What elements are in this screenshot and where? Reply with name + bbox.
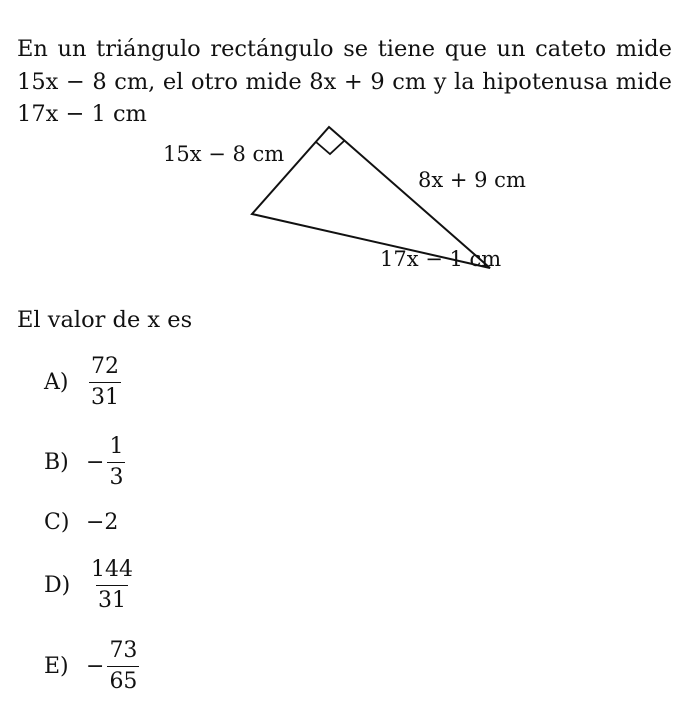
problem-line-3: 17x − 1 cm: [17, 101, 147, 127]
leg1-label: 15x − 8 cm: [163, 142, 285, 166]
option-b[interactable]: [44, 436, 125, 489]
option-c[interactable]: [44, 510, 118, 535]
option-e[interactable]: [44, 640, 139, 693]
option-e-denominator: 65: [107, 666, 139, 693]
right-angle-mark: [316, 141, 344, 154]
option-a[interactable]: [44, 356, 121, 409]
option-d-label: D): [44, 573, 71, 598]
option-c-label: C): [44, 510, 70, 535]
option-e-label: E): [44, 654, 69, 679]
option-b-numerator: 1: [109, 434, 124, 459]
option-e-sign: −: [86, 654, 105, 679]
option-b-sign: −: [86, 450, 105, 475]
leg2-label: 8x + 9 cm: [418, 168, 526, 192]
option-b-denominator: 3: [107, 462, 125, 489]
problem-line-1: En un triángulo rectángulo se tiene que un cateto mide: [17, 36, 672, 62]
option-d-denominator: 31: [96, 585, 128, 612]
option-d-fraction: [89, 559, 135, 612]
question-text: El valor de x es: [17, 307, 193, 333]
option-d-numerator: 144: [91, 557, 133, 582]
option-b-fraction: [107, 436, 125, 489]
option-d[interactable]: [44, 559, 135, 612]
option-e-numerator: 73: [109, 638, 138, 663]
right-triangle-figure: [0, 0, 687, 300]
option-c-value: −2: [86, 510, 119, 535]
option-b-label: B): [44, 450, 69, 475]
option-a-denominator: 31: [89, 382, 121, 409]
problem-line-2: 15x − 8 cm, el otro mide 8x + 9 cm y la hipotenusa mide: [17, 68, 672, 95]
option-a-label: A): [44, 370, 69, 395]
option-a-fraction: [89, 356, 121, 409]
option-e-fraction: [107, 640, 139, 693]
option-a-numerator: 72: [91, 354, 119, 379]
hypotenuse-label: 17x − 1 cm: [380, 247, 502, 271]
